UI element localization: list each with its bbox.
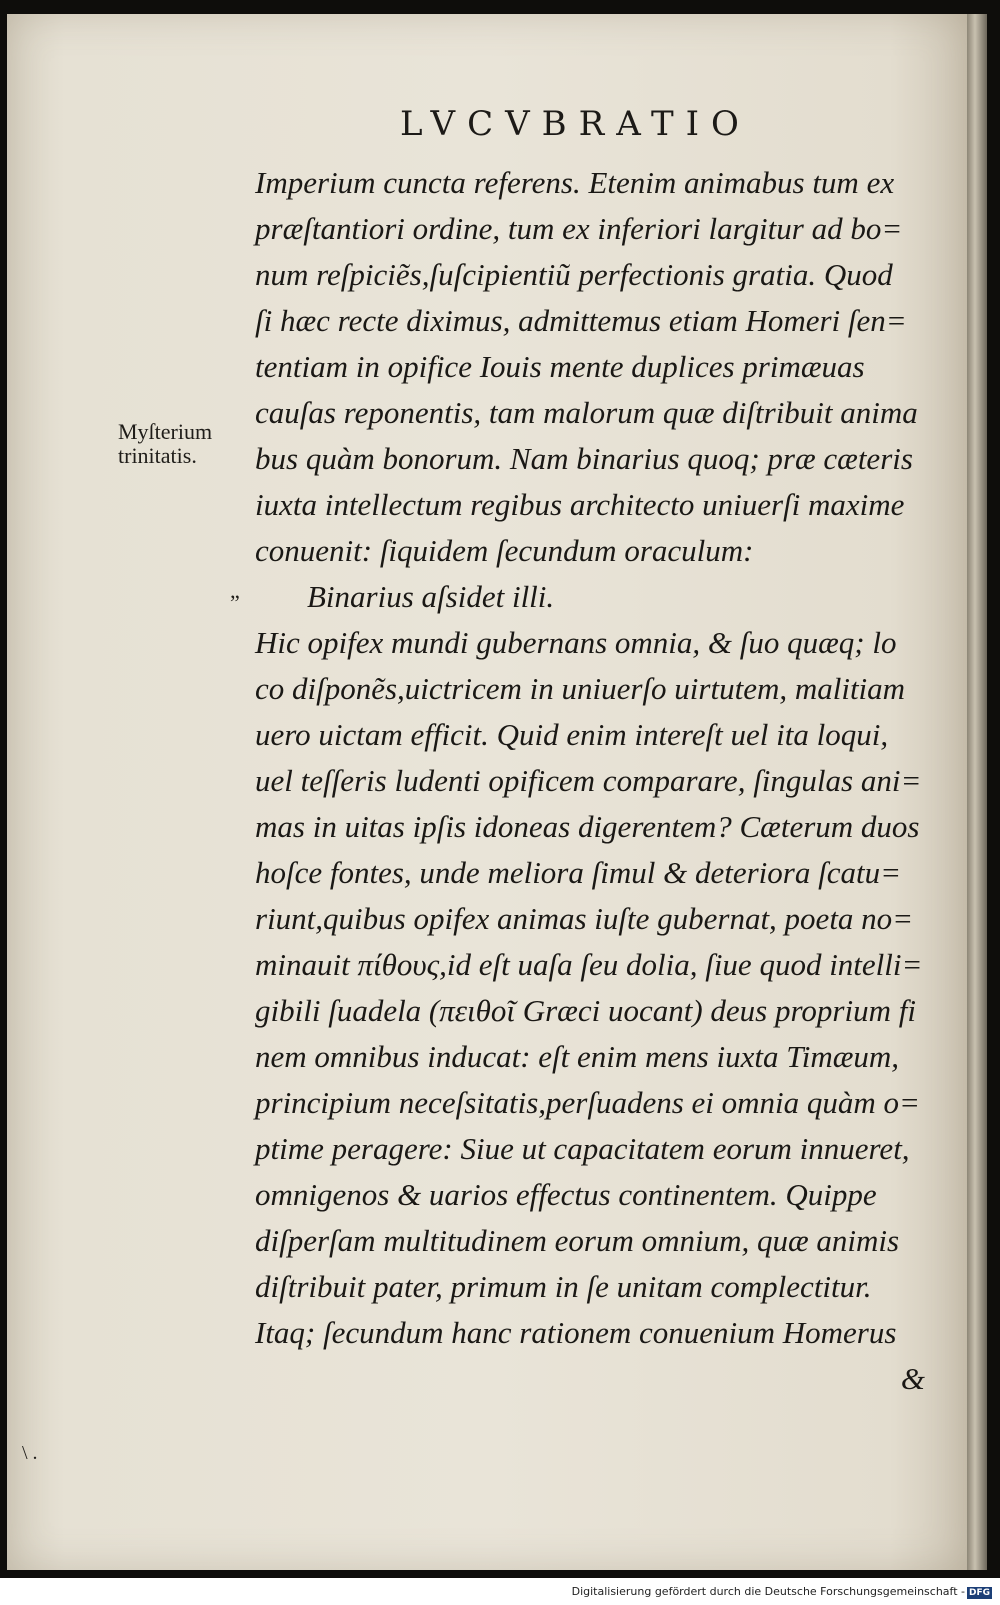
text-line: omnigenos & uarios effectus continentem. Quippe: [255, 1177, 877, 1212]
text-line: hoſce fontes, unde meliora ſimul & deteriora ſcatu=: [255, 855, 901, 890]
catchword: &: [900, 1361, 925, 1396]
margin-note-line: trinitatis.: [118, 443, 197, 468]
text-line: minauit πίθους,id eſt uaſa ſeu dolia, ſiue quod intelli=: [255, 947, 923, 982]
text-line: co diſponẽs,uictricem in uniuerſo uirtutem, malitiam: [255, 671, 906, 706]
running-head: LVCVBRATIO: [400, 104, 751, 144]
text-line: Itaq; ſecundum hanc rationem conuenium Homerus: [255, 1315, 897, 1350]
text-line: iuxta intellectum regibus architecto uniuerſi maxime: [255, 487, 905, 522]
margin-note: [118, 420, 258, 468]
text-line: num reſpiciẽs,ſuſcipientiũ perfectionis gratia. Quod: [255, 257, 893, 292]
credit-text: Digitalisierung gefördert durch die Deutsche Forschungsgemeinschaft -: [571, 1585, 965, 1598]
quotation-mark: ”: [230, 590, 240, 615]
text-line: conuenit: ſiquidem ſecundum oraculum:: [255, 533, 754, 568]
text-line: diſtribuit pater, primum in ſe unitam complectitur.: [255, 1269, 872, 1304]
text-line: diſperſam multitudinem eorum omnium, quæ animis: [255, 1223, 900, 1258]
margin-note-line: Myſterium: [118, 419, 213, 444]
text-line: uero uictam efficit. Quid enim intereſt uel ita loqui,: [255, 717, 889, 752]
text-line: præſtantiori ordine, tum ex inferiori largitur ad bo=: [255, 211, 903, 246]
text-line: cauſas reponentis, tam malorum quæ diſtribuit anima: [255, 395, 918, 430]
text-line-quoted: Binarius aſsidet illi.: [307, 579, 555, 614]
text-line: Hic opifex mundi gubernans omnia, & ſuo quæq; lo: [255, 625, 897, 660]
text-line: tentiam in opifice Iouis mente duplices primæuas: [255, 349, 865, 384]
text-line: ſi hæc recte diximus, admittemus etiam Homeri ſen=: [255, 303, 907, 338]
text-line: nem omnibus inducat: eſt enim mens iuxta Timæum,: [255, 1039, 900, 1074]
text-line: bus quàm bonorum. Nam binarius quoq; præ cæteris: [255, 441, 913, 476]
body-text: [255, 160, 955, 1402]
text-line: principium neceſsitatis,perſuadens ei omnia quàm o=: [255, 1085, 920, 1120]
page-edge: [967, 14, 987, 1570]
text-line: mas in uitas ipſis idoneas digerentem? Cæterum duos: [255, 809, 920, 844]
dfg-logo: DFG: [968, 1588, 990, 1598]
text-line: gibili ſuadela (πειθοῖ Græci uocant) deus proprium fi: [255, 993, 916, 1028]
digitization-credit: [572, 1585, 992, 1599]
text-line: riunt,quibus opifex animas iuſte gubernat, poeta no=: [255, 901, 914, 936]
text-line: ptime peragere: Siue ut capacitatem eorum innueret,: [255, 1131, 910, 1166]
stray-mark: \ .: [22, 1442, 38, 1464]
text-line: Imperium cuncta referens. Etenim animabus tum ex: [255, 165, 895, 200]
text-line: uel teſſeris ludenti opificem comparare, ſingulas ani=: [255, 763, 922, 798]
